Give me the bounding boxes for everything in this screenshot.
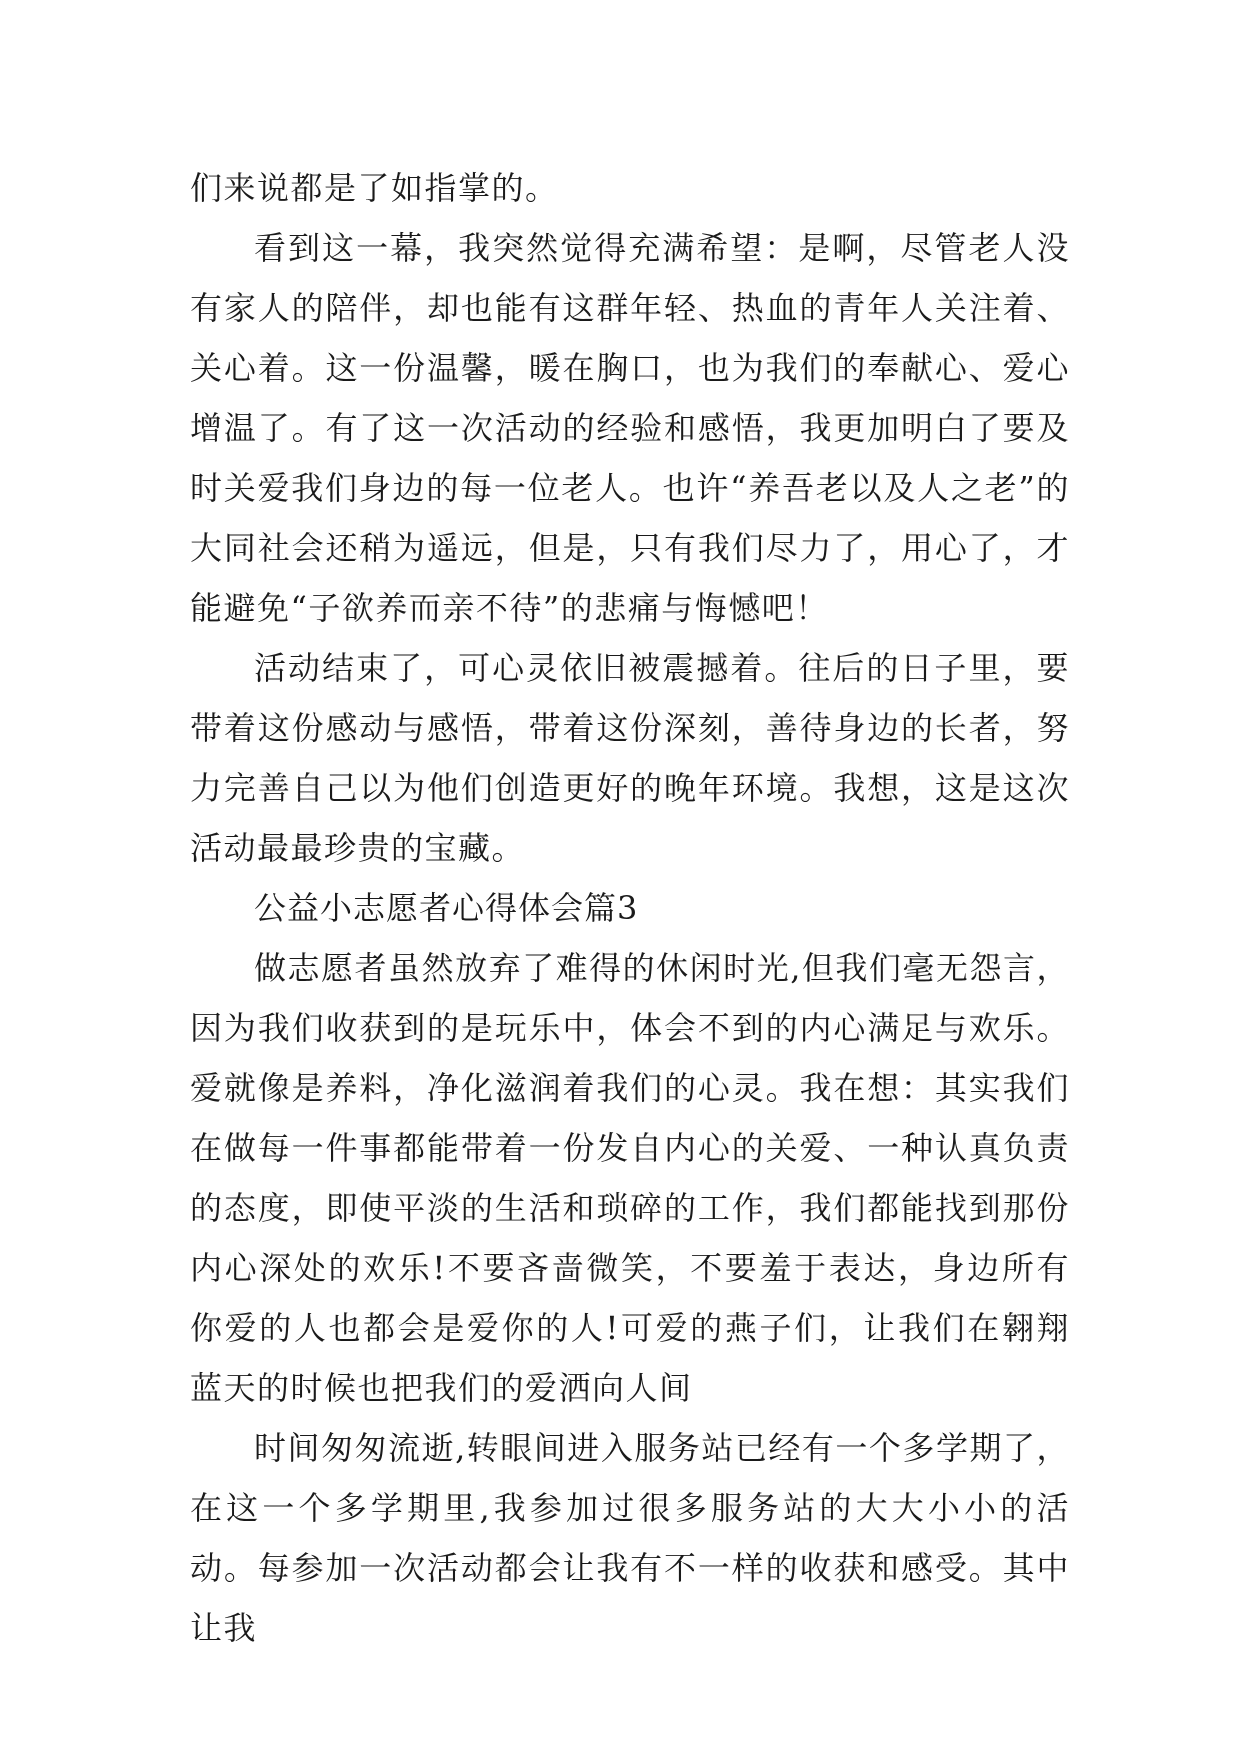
- paragraph: 时间匆匆流逝,转眼间进入服务站已经有一个多学期了，在这一个多学期里,我参加过很多服务站的大大小小的活动。每参加一次活动都会让我有不一样的收获和感受。其中让我: [190, 1429, 1070, 1647]
- paragraph-continuation: 们来说都是了如指掌的。: [190, 169, 559, 207]
- paragraph: 活动结束了，可心灵依旧被震撼着。往后的日子里，要带着这份感动与感悟，带着这份深刻，善待身边的长者，努力完善自己以为他们创造更好的晚年环境。我想，这是这次活动最最珍贵的宝藏。: [190, 649, 1070, 867]
- paragraph: 做志愿者虽然放弃了难得的休闲时光,但我们毫无怨言，因为我们收获到的是玩乐中，体会不到的内心满足与欢乐。爱就像是养料，净化滋润着我们的心灵。我在想：其实我们在做每一件事都能带着一份发自内心的关爱、一种认真负责的态度，即使平淡的生活和琐碎的工作，我们都能找到那份内心深处的欢乐!不要吝啬微笑，不要羞于表达，身边所有你爱的人也都会是爱你的人!可爱的燕子们，让我们在翱翔蓝天的时候也把我们的爱洒向人间: [190, 949, 1070, 1407]
- section-heading: 公益小志愿者心得体会篇3: [254, 889, 639, 927]
- paragraph: 看到这一幕，我突然觉得充满希望：是啊，尽管老人没有家人的陪伴，却也能有这群年轻、热血的青年人关注着、关心着。这一份温馨，暖在胸口，也为我们的奉献心、爱心增温了。有了这一次活动的经验和感悟，我更加明白了要及时关爱我们身边的每一位老人。也许“养吾老以及人之老”的大同社会还稍为遥远，但是，只有我们尽力了，用心了，才能避免“子欲养而亲不待”的悲痛与悔憾吧！: [190, 229, 1070, 627]
- document-body: [190, 158, 1070, 1658]
